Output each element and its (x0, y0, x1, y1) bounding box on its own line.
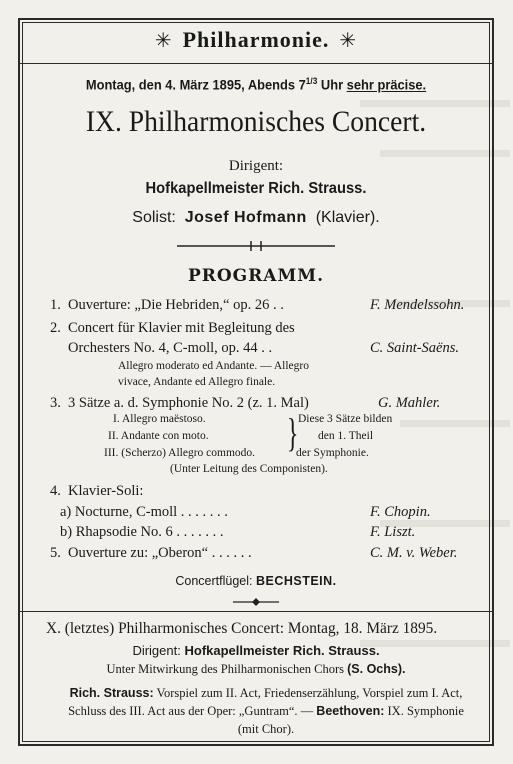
movement: II. Andante con moto. (108, 430, 209, 442)
item-composer: C. M. v. Weber. (370, 545, 458, 561)
item-composer: C. Saint-Saëns. (370, 340, 460, 356)
dirigent-name: Hofkapellmeister Rich. Strauss. (145, 180, 367, 197)
venue-name: Philharmonie. (182, 27, 330, 52)
item-number: 2. (50, 320, 61, 336)
conductor-note: (Unter Leitung des Componisten). (170, 463, 328, 475)
piano-maker: Concertflügel: BECHSTEIN. (175, 574, 337, 588)
asterisk-icon: ✳ (339, 28, 358, 52)
piano-solo-b: b) Rhapsodie No. 6 . . . . . . . (60, 524, 224, 540)
section-rule (20, 611, 492, 612)
programm-heading: PROGRAMM. (187, 266, 325, 286)
item-title: 3 Sätze a. d. Symphonie No. 2 (z. 1. Mal) (68, 395, 309, 411)
item-title: Klavier-Soli: (68, 483, 144, 499)
item-number: 1. (50, 297, 61, 313)
item-number: 5. (50, 545, 61, 561)
item-composer: G. Mahler. (378, 395, 441, 411)
venue-title (20, 27, 492, 53)
piano-solo-a: a) Nocturne, C-moll . . . . . . . (60, 504, 228, 520)
movement-note: Diese 3 Sätze bilden (298, 413, 393, 425)
item-title-cont: Orchesters No. 4, C-moll, op. 44 . . (68, 340, 273, 356)
item-number: 4. (50, 483, 61, 499)
next-program: Rich. Strauss: Vorspiel zum II. Act, Friedenserzählung, Vorspiel zum I. Act, Schluss des III. Act aus der Oper: „Guntram“. — Beethoven: IX. Symphonie (mit Chor). (68, 686, 464, 736)
item-title: Ouverture: „Die Hebriden,“ op. 26 . . (68, 297, 284, 313)
next-dirigent: Dirigent: Hofkapellmeister Rich. Strauss. (132, 643, 380, 658)
item-number: 3. (50, 395, 61, 411)
item-title: Concert für Klavier mit Begleitung des (68, 320, 295, 336)
concert-date: Montag, den 4. März 1895, Abends $7^{1/3}$ Uhr sehr präcise. (85, 76, 427, 93)
ornament-divider (175, 597, 337, 607)
item-composer: F. Chopin. (370, 504, 431, 520)
item-composer: F. Mendelssohn. (370, 297, 465, 313)
next-concert-title: X. (letztes) Philharmonisches Concert: Montag, 18. März 1895. (46, 620, 438, 637)
brace: } (286, 410, 299, 455)
dirigent-label: Dirigent: (228, 158, 284, 174)
movement: III. (Scherzo) Allegro commodo. (104, 447, 256, 459)
concert-title: IX. Philharmonisches Concert. (85, 105, 427, 138)
item-movements: Allegro moderato ed Andante. — Allegro (118, 360, 309, 372)
soloist-line: Solist: Josef Hofmann (Klavier). (132, 209, 380, 226)
ornament-divider (175, 240, 337, 252)
next-mitwirkung: Unter Mitwirkung des Philharmonischen Chors (S. Ochs). (106, 662, 406, 676)
movement-note: den 1. Theil (318, 430, 374, 442)
item-title: Ouverture zu: „Oberon“ . . . . . . (68, 545, 252, 561)
header-rule (20, 63, 492, 64)
item-movements: vivace, Andante ed Allegro finale. (118, 376, 276, 388)
item-composer: F. Liszt. (370, 524, 416, 540)
movement: I. Allegro maëstoso. (113, 413, 206, 425)
soloist-name: Josef Hofmann (184, 209, 307, 226)
asterisk-icon: ✳ (154, 28, 173, 52)
movement-note: der Symphonie. (296, 447, 369, 459)
